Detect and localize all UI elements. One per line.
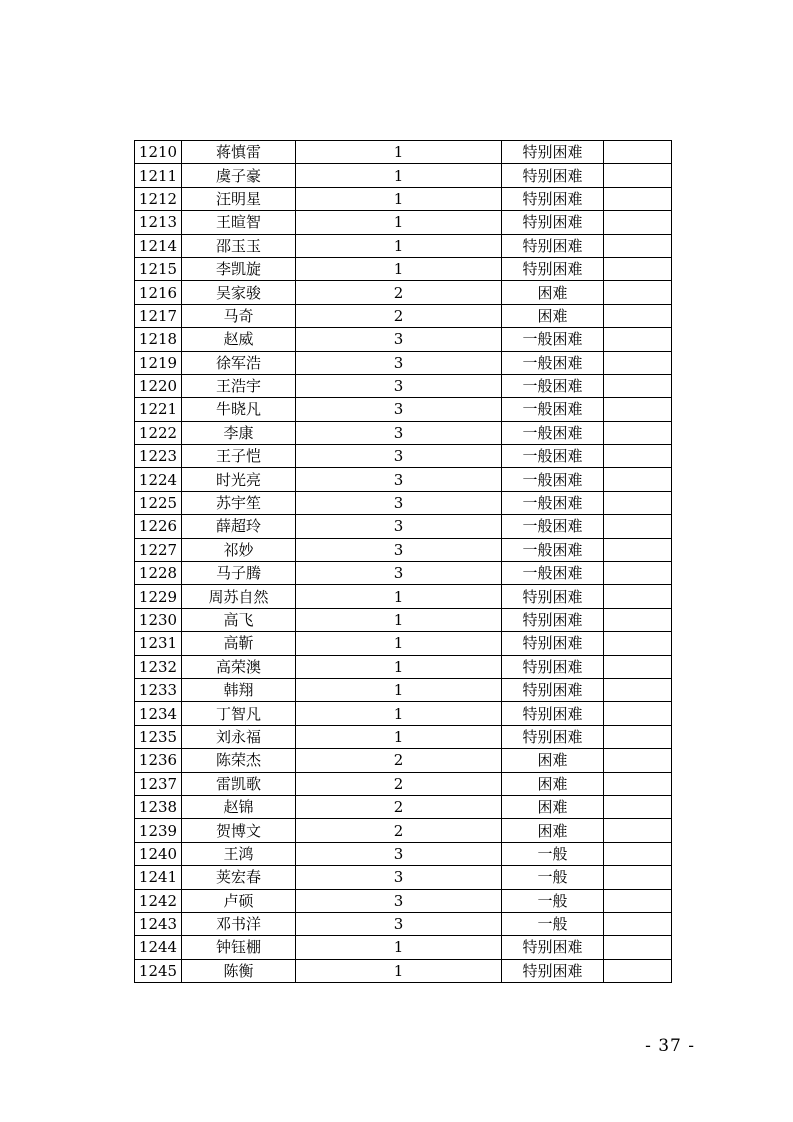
row-id-cell: 1226	[135, 515, 182, 538]
row-id-cell: 1216	[135, 281, 182, 304]
table-row	[135, 632, 672, 655]
level-cell: 3	[296, 398, 502, 421]
difficulty-category-cell: 困难	[502, 749, 604, 772]
note-cell	[604, 562, 672, 585]
note-cell	[604, 795, 672, 818]
level-cell: 1	[296, 655, 502, 678]
row-id-cell: 1211	[135, 164, 182, 187]
note-cell	[604, 866, 672, 889]
level-cell: 2	[296, 819, 502, 842]
difficulty-category-cell: 困难	[502, 304, 604, 327]
note-cell	[604, 257, 672, 280]
table-row	[135, 351, 672, 374]
student-name-cell: 吴家骏	[182, 281, 296, 304]
level-cell: 1	[296, 725, 502, 748]
level-cell: 2	[296, 749, 502, 772]
difficulty-category-cell: 一般困难	[502, 562, 604, 585]
table-row	[135, 585, 672, 608]
student-name-cell: 陈衡	[182, 959, 296, 982]
row-id-cell: 1232	[135, 655, 182, 678]
note-cell	[604, 959, 672, 982]
table-row	[135, 491, 672, 514]
student-name-cell: 高靳	[182, 632, 296, 655]
level-cell: 3	[296, 445, 502, 468]
note-cell	[604, 842, 672, 865]
row-id-cell: 1237	[135, 772, 182, 795]
difficulty-category-cell: 特别困难	[502, 187, 604, 210]
difficulty-category-cell: 一般困难	[502, 351, 604, 374]
level-cell: 1	[296, 257, 502, 280]
student-name-cell: 刘永福	[182, 725, 296, 748]
row-id-cell: 1240	[135, 842, 182, 865]
difficulty-category-cell: 特别困难	[502, 257, 604, 280]
difficulty-category-cell: 一般困难	[502, 421, 604, 444]
level-cell: 1	[296, 678, 502, 701]
note-cell	[604, 374, 672, 397]
note-cell	[604, 468, 672, 491]
level-cell: 3	[296, 328, 502, 351]
difficulty-category-cell: 一般	[502, 889, 604, 912]
roster-table-body	[135, 141, 672, 983]
student-name-cell: 祁妙	[182, 538, 296, 561]
table-row	[135, 959, 672, 982]
row-id-cell: 1229	[135, 585, 182, 608]
table-row	[135, 866, 672, 889]
note-cell	[604, 538, 672, 561]
student-name-cell: 荚宏春	[182, 866, 296, 889]
level-cell: 1	[296, 608, 502, 631]
row-id-cell: 1213	[135, 211, 182, 234]
table-row	[135, 538, 672, 561]
difficulty-category-cell: 特别困难	[502, 936, 604, 959]
level-cell: 3	[296, 912, 502, 935]
level-cell: 2	[296, 795, 502, 818]
student-name-cell: 虞子豪	[182, 164, 296, 187]
row-id-cell: 1220	[135, 374, 182, 397]
table-row	[135, 678, 672, 701]
difficulty-category-cell: 特别困难	[502, 678, 604, 701]
note-cell	[604, 608, 672, 631]
level-cell: 3	[296, 468, 502, 491]
table-row	[135, 608, 672, 631]
difficulty-category-cell: 特别困难	[502, 211, 604, 234]
table-row	[135, 445, 672, 468]
student-name-cell: 钟钰棚	[182, 936, 296, 959]
note-cell	[604, 749, 672, 772]
level-cell: 2	[296, 772, 502, 795]
student-name-cell: 薛超玲	[182, 515, 296, 538]
level-cell: 3	[296, 842, 502, 865]
note-cell	[604, 819, 672, 842]
note-cell	[604, 234, 672, 257]
table-row	[135, 819, 672, 842]
student-name-cell: 陈荣杰	[182, 749, 296, 772]
difficulty-category-cell: 一般困难	[502, 468, 604, 491]
level-cell: 3	[296, 889, 502, 912]
roster-table	[134, 140, 672, 983]
difficulty-category-cell: 特别困难	[502, 725, 604, 748]
level-cell: 2	[296, 281, 502, 304]
difficulty-category-cell: 特别困难	[502, 234, 604, 257]
student-name-cell: 高飞	[182, 608, 296, 631]
row-id-cell: 1221	[135, 398, 182, 421]
student-name-cell: 周苏自然	[182, 585, 296, 608]
row-id-cell: 1239	[135, 819, 182, 842]
difficulty-category-cell: 困难	[502, 795, 604, 818]
level-cell: 1	[296, 187, 502, 210]
table-row	[135, 421, 672, 444]
student-name-cell: 苏宇笙	[182, 491, 296, 514]
level-cell: 3	[296, 421, 502, 444]
student-name-cell: 蒋慎雷	[182, 141, 296, 164]
note-cell	[604, 328, 672, 351]
note-cell	[604, 211, 672, 234]
row-id-cell: 1223	[135, 445, 182, 468]
note-cell	[604, 655, 672, 678]
row-id-cell: 1245	[135, 959, 182, 982]
note-cell	[604, 678, 672, 701]
difficulty-category-cell: 一般	[502, 866, 604, 889]
level-cell: 3	[296, 351, 502, 374]
table-row	[135, 655, 672, 678]
level-cell: 1	[296, 141, 502, 164]
student-name-cell: 韩翔	[182, 678, 296, 701]
level-cell: 1	[296, 959, 502, 982]
difficulty-category-cell: 特别困难	[502, 164, 604, 187]
table-row	[135, 468, 672, 491]
table-row	[135, 374, 672, 397]
level-cell: 1	[296, 585, 502, 608]
row-id-cell: 1212	[135, 187, 182, 210]
student-name-cell: 雷凯歌	[182, 772, 296, 795]
level-cell: 1	[296, 234, 502, 257]
student-name-cell: 赵威	[182, 328, 296, 351]
table-row	[135, 328, 672, 351]
row-id-cell: 1217	[135, 304, 182, 327]
level-cell: 3	[296, 491, 502, 514]
difficulty-category-cell: 特别困难	[502, 608, 604, 631]
note-cell	[604, 445, 672, 468]
row-id-cell: 1225	[135, 491, 182, 514]
student-name-cell: 王子恺	[182, 445, 296, 468]
level-cell: 3	[296, 374, 502, 397]
student-name-cell: 王暄智	[182, 211, 296, 234]
difficulty-category-cell: 一般困难	[502, 328, 604, 351]
level-cell: 3	[296, 538, 502, 561]
note-cell	[604, 702, 672, 725]
row-id-cell: 1224	[135, 468, 182, 491]
row-id-cell: 1214	[135, 234, 182, 257]
table-row	[135, 725, 672, 748]
row-id-cell: 1244	[135, 936, 182, 959]
row-id-cell: 1228	[135, 562, 182, 585]
row-id-cell: 1231	[135, 632, 182, 655]
note-cell	[604, 585, 672, 608]
note-cell	[604, 351, 672, 374]
table-row	[135, 912, 672, 935]
difficulty-category-cell: 一般困难	[502, 445, 604, 468]
row-id-cell: 1234	[135, 702, 182, 725]
student-name-cell: 李凯旋	[182, 257, 296, 280]
level-cell: 3	[296, 562, 502, 585]
note-cell	[604, 421, 672, 444]
note-cell	[604, 889, 672, 912]
table-row	[135, 889, 672, 912]
row-id-cell: 1215	[135, 257, 182, 280]
note-cell	[604, 398, 672, 421]
difficulty-category-cell: 困难	[502, 772, 604, 795]
difficulty-category-cell: 困难	[502, 819, 604, 842]
page-number: - 37 -	[645, 1036, 695, 1056]
student-name-cell: 贺博文	[182, 819, 296, 842]
note-cell	[604, 936, 672, 959]
note-cell	[604, 772, 672, 795]
student-name-cell: 王鸿	[182, 842, 296, 865]
table-row	[135, 234, 672, 257]
note-cell	[604, 187, 672, 210]
student-name-cell: 马子腾	[182, 562, 296, 585]
student-name-cell: 时光亮	[182, 468, 296, 491]
table-row	[135, 304, 672, 327]
difficulty-category-cell: 一般困难	[502, 538, 604, 561]
row-id-cell: 1238	[135, 795, 182, 818]
student-name-cell: 邓书洋	[182, 912, 296, 935]
row-id-cell: 1218	[135, 328, 182, 351]
student-name-cell: 马奇	[182, 304, 296, 327]
table-row	[135, 257, 672, 280]
row-id-cell: 1210	[135, 141, 182, 164]
table-row	[135, 772, 672, 795]
student-name-cell: 邵玉玉	[182, 234, 296, 257]
table-row	[135, 398, 672, 421]
note-cell	[604, 281, 672, 304]
difficulty-category-cell: 特别困难	[502, 655, 604, 678]
student-name-cell: 卢硕	[182, 889, 296, 912]
note-cell	[604, 491, 672, 514]
level-cell: 1	[296, 211, 502, 234]
difficulty-category-cell: 一般	[502, 912, 604, 935]
row-id-cell: 1236	[135, 749, 182, 772]
difficulty-category-cell: 一般困难	[502, 491, 604, 514]
table-row	[135, 795, 672, 818]
row-id-cell: 1235	[135, 725, 182, 748]
note-cell	[604, 304, 672, 327]
row-id-cell: 1242	[135, 889, 182, 912]
row-id-cell: 1230	[135, 608, 182, 631]
difficulty-category-cell: 特别困难	[502, 702, 604, 725]
student-name-cell: 牛晓凡	[182, 398, 296, 421]
table-row	[135, 164, 672, 187]
level-cell: 1	[296, 936, 502, 959]
note-cell	[604, 725, 672, 748]
row-id-cell: 1233	[135, 678, 182, 701]
table-row	[135, 211, 672, 234]
row-id-cell: 1241	[135, 866, 182, 889]
difficulty-category-cell: 特别困难	[502, 585, 604, 608]
difficulty-category-cell: 特别困难	[502, 632, 604, 655]
student-name-cell: 高荣澳	[182, 655, 296, 678]
difficulty-category-cell: 一般	[502, 842, 604, 865]
table-row	[135, 141, 672, 164]
difficulty-category-cell: 困难	[502, 281, 604, 304]
difficulty-category-cell: 特别困难	[502, 141, 604, 164]
row-id-cell: 1222	[135, 421, 182, 444]
level-cell: 3	[296, 515, 502, 538]
table-row	[135, 562, 672, 585]
table-row	[135, 515, 672, 538]
difficulty-category-cell: 特别困难	[502, 959, 604, 982]
row-id-cell: 1243	[135, 912, 182, 935]
student-name-cell: 汪明星	[182, 187, 296, 210]
level-cell: 2	[296, 304, 502, 327]
level-cell: 1	[296, 632, 502, 655]
table-row	[135, 281, 672, 304]
table-row	[135, 842, 672, 865]
difficulty-category-cell: 一般困难	[502, 398, 604, 421]
student-name-cell: 徐军浩	[182, 351, 296, 374]
table-row	[135, 702, 672, 725]
note-cell	[604, 632, 672, 655]
note-cell	[604, 515, 672, 538]
difficulty-category-cell: 一般困难	[502, 515, 604, 538]
student-name-cell: 李康	[182, 421, 296, 444]
table-row	[135, 187, 672, 210]
row-id-cell: 1227	[135, 538, 182, 561]
difficulty-category-cell: 一般困难	[502, 374, 604, 397]
note-cell	[604, 164, 672, 187]
table-row	[135, 936, 672, 959]
note-cell	[604, 141, 672, 164]
row-id-cell: 1219	[135, 351, 182, 374]
student-name-cell: 丁智凡	[182, 702, 296, 725]
level-cell: 1	[296, 164, 502, 187]
table-row	[135, 749, 672, 772]
level-cell: 3	[296, 866, 502, 889]
student-name-cell: 赵锦	[182, 795, 296, 818]
student-name-cell: 王浩宇	[182, 374, 296, 397]
note-cell	[604, 912, 672, 935]
level-cell: 1	[296, 702, 502, 725]
